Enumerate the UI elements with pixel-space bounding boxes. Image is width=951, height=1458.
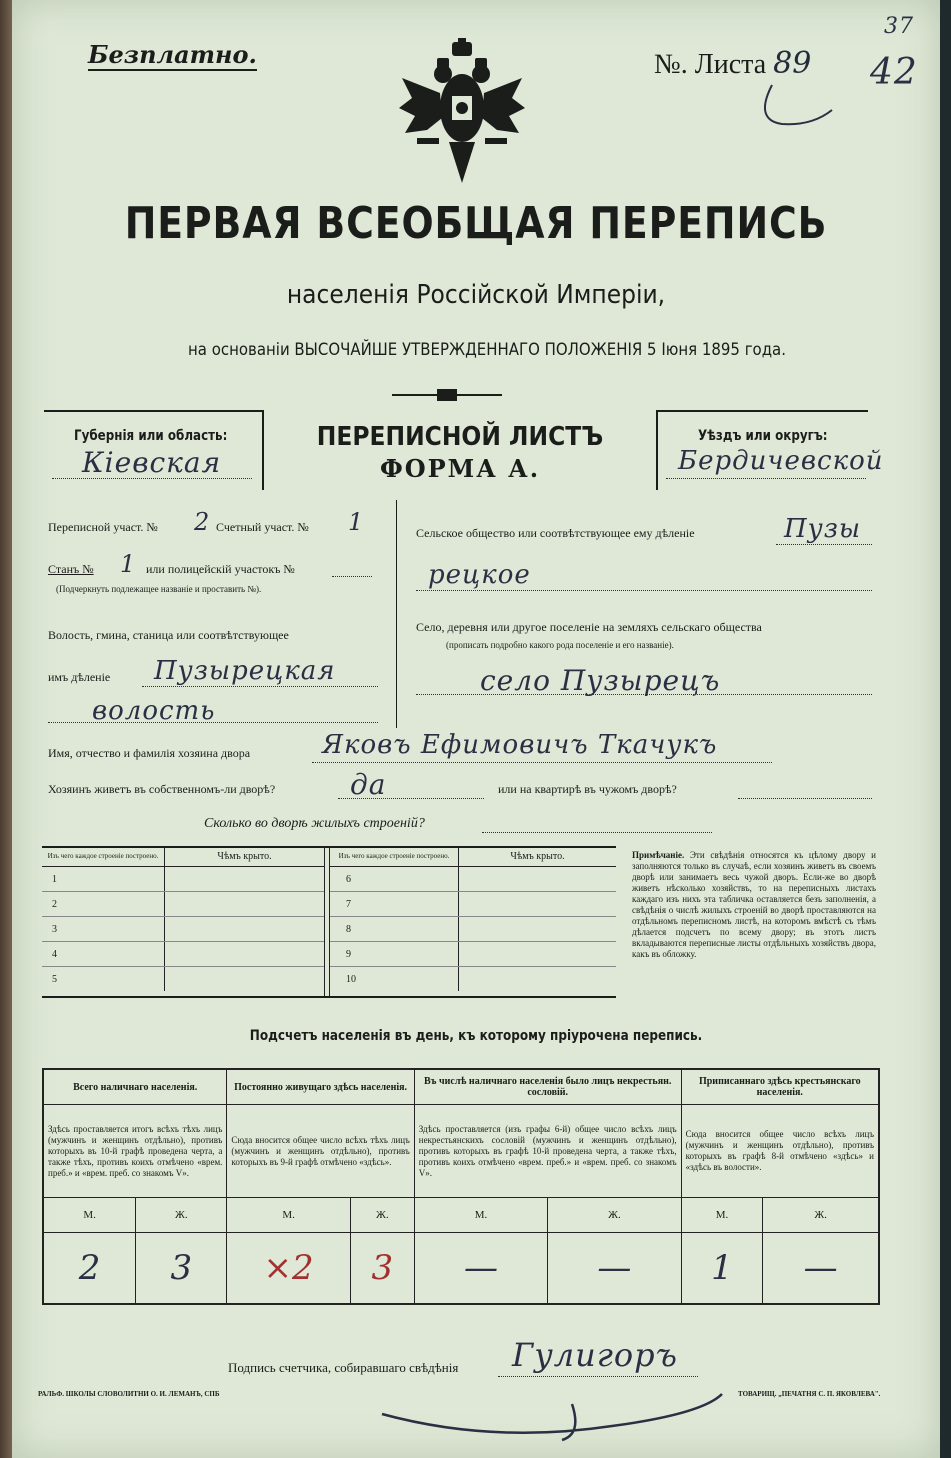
- table-row: [42, 967, 324, 992]
- row-number: 2: [42, 892, 165, 917]
- society-value-1: Пузы: [784, 514, 862, 544]
- row-cell: [459, 892, 617, 917]
- sheet-number: [654, 46, 811, 81]
- row-cell: [165, 867, 325, 892]
- fill-line: [52, 478, 252, 479]
- row-cell: [165, 917, 325, 942]
- count-col-3-desc: Здѣсь проставляется (изъ графы 6-й) общее число всѣхъ лицъ некрестьянскихъ сословій (мужчинъ и женщинъ отдѣльно), противъ которыхъ въ графѣ 10-й проведена черта, а также тѣхъ, противъ коихъ отмѣчено «врем. преб.» и «врем. преб. со знакомъ V».: [414, 1105, 681, 1198]
- col-1-female-number: 3: [170, 1248, 193, 1288]
- col-4-male-value: [681, 1233, 763, 1305]
- rule: [42, 996, 616, 998]
- col-2-female-value: [350, 1233, 414, 1305]
- subtitle: населенія Россійской Имперіи,: [286, 280, 666, 310]
- uezd-label: Уѣздъ или округъ:: [698, 428, 828, 444]
- signature-flourish: [372, 1374, 732, 1444]
- stan-label: [48, 562, 94, 577]
- village-note: (прописать подробно какого рода поселеніе и его названіе).: [446, 640, 674, 650]
- col-1-male-number: 2: [78, 1248, 101, 1288]
- fill-line: [142, 686, 378, 687]
- uezd-value: Бердичевской: [678, 446, 884, 476]
- col-4-female-number: —: [803, 1248, 838, 1288]
- count-heading: Подсчетъ населенія въ день, къ которому пріурочена перепись.: [249, 1028, 703, 1044]
- rule: [656, 410, 868, 412]
- gubernia-label: Губернія или область:: [74, 428, 228, 444]
- volost-value-2: волость: [92, 696, 216, 726]
- count-col-4-desc: Сюда вносится общее число всѣхъ лицъ (мужчинъ и женщинъ отдѣльно), противъ которыхъ въ графѣ 8-й отмѣчено «здѣсь» и «здѣсь въ волости».: [681, 1105, 879, 1198]
- col-2-male-number: ×2: [263, 1248, 314, 1288]
- count-col-4-title: Приписаннаго здѣсь крестьянскаго населенія.: [681, 1069, 879, 1105]
- col-3-female-label: Ж.: [548, 1198, 681, 1233]
- row-cell: [459, 917, 617, 942]
- col-2-female-number: 3: [371, 1248, 394, 1288]
- basis-line: на основаніи ВЫСОЧАЙШЕ УТВЕРЖДЕННАГО ПОЛОЖЕНІЯ 5 Іюня 1895 года.: [188, 340, 786, 360]
- village-value: село Пузырецъ: [480, 664, 721, 697]
- own-yard-value: да: [350, 768, 387, 801]
- material-header: Изъ чего каждое строеніе построено.: [330, 846, 459, 867]
- column-divider: [396, 500, 397, 728]
- col-3-female-value: [548, 1233, 681, 1305]
- owner-name-label: Имя, отчество и фамилія хозяина двора: [48, 746, 251, 760]
- printer-left: РАЛЬФ. ШКОЛЫ СЛОВОЛИТНИ О. И. ЛЕМАНЪ, СПБ: [38, 1390, 220, 1398]
- material-header: Изъ чего каждое строеніе построено.: [42, 846, 165, 867]
- main-title: ПЕРВАЯ ВСЕОБЩАЯ ПЕРЕПИСЬ: [124, 198, 828, 249]
- society-value-2: рецкое: [428, 560, 531, 590]
- count-col-3-title: Въ числѣ наличнаго населенія было лицъ некрестьян. сословій.: [414, 1069, 681, 1105]
- corner-number-bottom: 42: [870, 52, 918, 93]
- table-row: [330, 917, 616, 942]
- note-text: Эти свѣдѣнія относятся къ цѣлому двору и заполняются только въ случаѣ, если хозяинъ живетъ въ своемъ дворѣ или занимаетъ весь чужой дворъ. Если-же во дворѣ живетъ нѣсколько хозяйствъ, то на переписныхъ листахъ каждаго изъ нихъ эта табличка оставляется безъ заполненія, а свѣдѣнія о числѣ жилыхъ строеній во дворѣ проставляются на отдѣльномъ переписномъ листѣ, на которомъ вмѣстѣ съ тѣмъ дѣлается подсчетъ по всему двору; въ этотъ листъ вкладываются переписные листы отдѣльныхъ хозяйствъ двора, какъ въ обложку.: [632, 850, 876, 959]
- perepisnoi-label: Переписной участ. №: [48, 520, 158, 534]
- row-number: 10: [330, 967, 459, 992]
- printer-right: ТОВАРИЩ. „ПЕЧАТНЯ С. П. ЯКОВЛЕВА".: [738, 1390, 881, 1398]
- fill-line: [738, 798, 872, 799]
- schetny-value: 1: [348, 508, 365, 536]
- row-number: 3: [42, 917, 165, 942]
- owner-name-value: Яковъ Ефимовичъ Ткачукъ: [322, 730, 718, 760]
- stan-note: (Подчеркнуть подлежащее названіе и проставить №).: [56, 584, 262, 594]
- stan-rest: или полицейскій участокъ №: [146, 562, 295, 576]
- free-label: Безплатно.: [88, 40, 257, 69]
- col-1-male-label: М.: [43, 1198, 136, 1233]
- pencil-mark: [752, 80, 842, 130]
- census-sheet: [12, 0, 940, 1458]
- perepisnoi-value: 2: [194, 508, 211, 536]
- double-headed-eagle-emblem: [397, 38, 527, 188]
- col-4-male-number: 1: [711, 1248, 733, 1288]
- row-number: 6: [330, 867, 459, 892]
- col-2-female-label: Ж.: [350, 1198, 414, 1233]
- table-row: [330, 942, 616, 967]
- stan-label-text: Станъ №: [48, 562, 94, 576]
- signature-value: Гулигоръ: [512, 1336, 678, 1374]
- col-4-male-label: М.: [681, 1198, 763, 1233]
- table-row: [42, 867, 324, 892]
- row-cell: [459, 867, 617, 892]
- table-row: [42, 917, 324, 942]
- col-3-male-label: М.: [414, 1198, 547, 1233]
- buildings-label: Сколько во дворѣ жилыхъ строеній?: [204, 816, 425, 831]
- row-number: 4: [42, 942, 165, 967]
- buildings-table-right: [330, 846, 616, 991]
- row-cell: [165, 942, 325, 967]
- sheet-number-label: №. Листа: [654, 49, 767, 80]
- society-label: Сельское общество или соотвѣтствующее ему дѣленіе: [416, 526, 695, 540]
- fill-line: [48, 722, 378, 723]
- form-letter: ФОРМА А.: [379, 454, 541, 483]
- fill-line: [312, 762, 772, 763]
- table-row: [42, 942, 324, 967]
- row-cell: [459, 942, 617, 967]
- volost-label-1: Волость, гмина, станица или соотвѣтствующее: [48, 628, 289, 642]
- corner-number-top: 37: [884, 14, 914, 39]
- gubernia-value: Кіевская: [82, 446, 222, 479]
- col-2-male-label: М.: [227, 1198, 350, 1233]
- row-cell: [165, 892, 325, 917]
- table-row: [330, 867, 616, 892]
- table-row: [42, 892, 324, 917]
- count-col-2-desc: Сюда вносится общее число всѣхъ тѣхъ лицъ (мужчинъ и женщинъ отдѣльно), противъ которыхъ въ 9-й графѣ отмѣчено «здѣсь».: [227, 1105, 414, 1198]
- fill-line: [416, 590, 872, 591]
- fill-line: [666, 478, 866, 479]
- stan-value: 1: [120, 550, 137, 578]
- note-heading: Примѣчаніе.: [632, 850, 685, 860]
- col-3-female-number: —: [597, 1248, 632, 1288]
- count-col-1-title: Всего наличнаго населенія.: [43, 1069, 227, 1105]
- village-label: Село, деревня или другое поселеніе на земляхъ сельскаго общества: [416, 620, 762, 634]
- col-1-male-value: [43, 1233, 136, 1305]
- signature-label: Подпись счетчика, собиравшаго свѣдѣнія: [228, 1360, 459, 1375]
- row-cell: [165, 967, 325, 992]
- volost-value-1: Пузырецкая: [154, 656, 336, 686]
- row-number: 1: [42, 867, 165, 892]
- table-row: [330, 967, 616, 992]
- row-number: 8: [330, 917, 459, 942]
- col-4-female-label: Ж.: [763, 1198, 879, 1233]
- col-4-female-value: [763, 1233, 879, 1305]
- count-col-1-desc: Здѣсь проставляется итогъ всѣхъ тѣхъ лицъ (мужчинъ и женщинъ отдѣльно), противъ которыхъ въ 10-й графѣ проведена черта, а также тѣхъ, противъ коихъ отмѣчено «врем. преб.» и «врем. преб. со знакомъ V».: [43, 1105, 227, 1198]
- row-number: 7: [330, 892, 459, 917]
- row-cell: [459, 967, 617, 992]
- roof-header: Чѣмъ крыто.: [459, 846, 617, 867]
- form-title: ПЕРЕПИСНОЙ ЛИСТЪ: [316, 422, 604, 452]
- roof-header: Чѣмъ крыто.: [165, 846, 325, 867]
- fill-line: [338, 798, 484, 799]
- schetny-label: Счетный участ. №: [216, 520, 309, 534]
- count-col-2-title: Постоянно живущаго здѣсь населенія.: [227, 1069, 414, 1105]
- sheet-number-value: 89: [773, 46, 812, 81]
- col-1-female-label: Ж.: [136, 1198, 227, 1233]
- ornament-divider: [392, 388, 502, 402]
- col-1-female-value: [136, 1233, 227, 1305]
- count-desc-row: [43, 1105, 879, 1198]
- rent-label: или на квартирѣ въ чужомъ дворѣ?: [498, 782, 677, 796]
- table-row: [330, 892, 616, 917]
- fill-line: [332, 576, 372, 577]
- count-value-row: [43, 1233, 879, 1305]
- note-block: [632, 850, 876, 960]
- fill-line: [416, 694, 872, 695]
- table-header: [42, 846, 324, 867]
- count-mf-row: [43, 1198, 879, 1233]
- col-3-male-number: —: [463, 1248, 498, 1288]
- col-2-male-value: [227, 1233, 350, 1305]
- buildings-table-left: [42, 846, 324, 991]
- volost-label-2: имъ дѣленіе: [48, 670, 111, 684]
- fill-line: [776, 544, 872, 545]
- own-yard-label: Хозяинъ живетъ въ собственномъ-ли дворѣ?: [48, 782, 276, 796]
- fill-line: [482, 832, 712, 833]
- row-number: 5: [42, 967, 165, 992]
- rule: [44, 410, 262, 412]
- table-header: [330, 846, 616, 867]
- population-count-table: [42, 1068, 880, 1305]
- col-3-male-value: [414, 1233, 547, 1305]
- count-header-row: [43, 1069, 879, 1105]
- row-number: 9: [330, 942, 459, 967]
